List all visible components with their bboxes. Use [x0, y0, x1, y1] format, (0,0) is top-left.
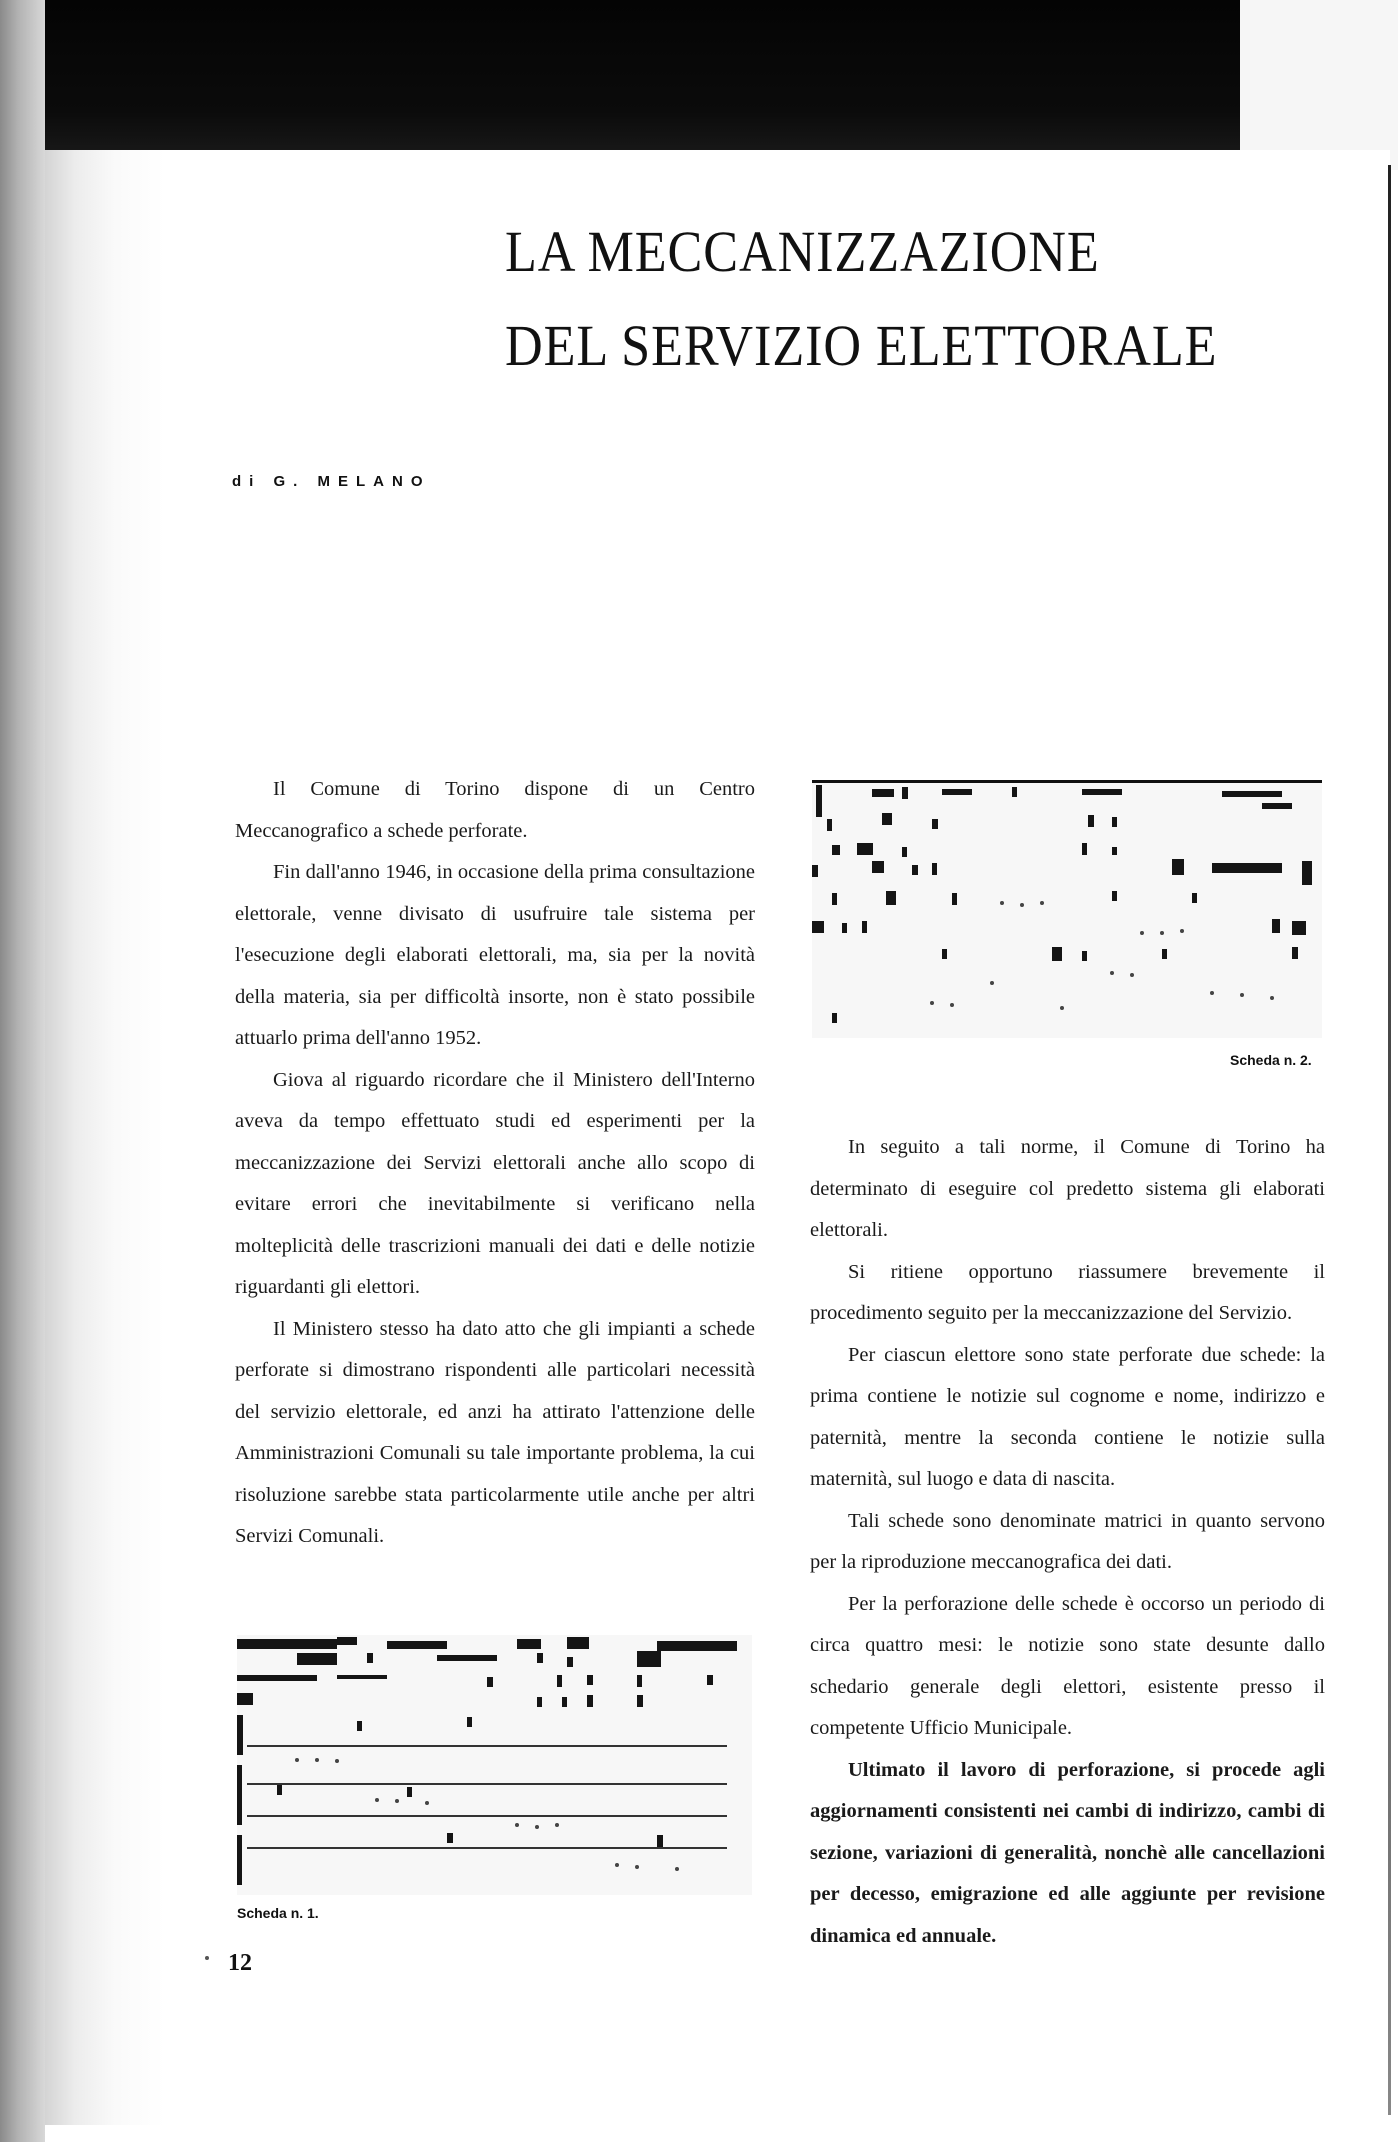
paragraph: Ultimato il lavoro di perforazione, si procede agli aggiornamenti consistenti nei cambi di indirizzo, cambi di sezione, variazioni di generalità, nonchè alle cancellazioni per decesso, emigrazione ed alle aggiunte per revisione dinamica ed annuale. — [810, 1758, 1325, 1947]
paragraph: Giova al riguardo ricordare che il Ministero dell'Interno aveva da tempo effettuato studi ed esperimenti per la meccanizzazione dei Servizi elettorali anche allo scopo di evitare errori che inevitabilmente si verificano nella molteplicità delle trascrizioni manuali dei dati e delle notizie riguardanti gli elettori. — [235, 1068, 755, 1298]
figure-caption-1: Scheda n. 1. — [237, 1905, 319, 1921]
paragraph: Per ciascun elettore sono state perforate due schede: la prima contiene le notizie sul cognome e nome, indirizzo e paternità, mentre la seconda contiene le notizie sulla maternità, sul luogo e data di nascita. — [810, 1343, 1325, 1490]
byline: di G. MELANO — [232, 473, 431, 490]
figure-caption-2: Scheda n. 2. — [1230, 1052, 1312, 1068]
page-edge — [1388, 165, 1391, 2115]
scan-speck — [205, 1956, 209, 1960]
punch-card-1-image — [237, 1635, 752, 1895]
scan-shadow-top — [45, 0, 1240, 160]
punch-card-2-image — [812, 780, 1322, 1038]
page-number: 12 — [228, 1950, 252, 1976]
punch-card-2-graphic — [812, 783, 1322, 1038]
title-line-1: LA MECCANIZZAZIONE — [505, 219, 1100, 284]
punch-card-1-graphic — [237, 1635, 752, 1895]
paragraph: In seguito a tali norme, il Comune di Torino ha determinato di eseguire col predetto sistema gli elaborati elettorali. — [810, 1136, 1325, 1241]
paragraph: Fin dall'anno 1946, in occasione della prima consultazione elettorale, venne divisato di usufruire tale sistema per l'esecuzione degli elaborati elettorali, ma, sia per la novità della materia, sia per difficoltà insorte, non è stato possibile attuarlo prima dell'anno 1952. — [235, 861, 755, 1049]
paragraph: Il Ministero stesso ha dato atto che gli impianti a schede perforate si dimostrano rispondenti alle particolari necessità del servizio elettorale, ed anzi ha attirato l'attenzione delle Amministrazioni Comunali su tale importante problema, la cui risoluzione sarebbe stata particolarmente utile anche per altri Servizi Comunali. — [235, 1317, 755, 1547]
left-column — [235, 769, 755, 1558]
paragraph: Si ritiene opportuno riassumere brevemente il procedimento seguito per la meccanizzazione del Servizio. — [810, 1260, 1325, 1324]
scan-margin — [1240, 0, 1398, 170]
right-column — [810, 1127, 1325, 1957]
article-title — [505, 205, 1279, 393]
paragraph: Per la perforazione delle schede è occorso un periodo di circa quattro mesi: le notizie sono state desunte dallo schedario generale degli elettori, esistente presso il competente Ufficio Municipale. — [810, 1592, 1325, 1739]
scan-shadow-left — [0, 0, 45, 2142]
paragraph: Tali schede sono denominate matrici in quanto servono per la riproduzione meccanografica dei dati. — [810, 1509, 1325, 1573]
paragraph: Il Comune di Torino dispone di un Centro Meccanografico a schede perforate. — [235, 778, 755, 842]
title-line-2: DEL SERVIZIO ELETTORALE — [505, 313, 1218, 378]
